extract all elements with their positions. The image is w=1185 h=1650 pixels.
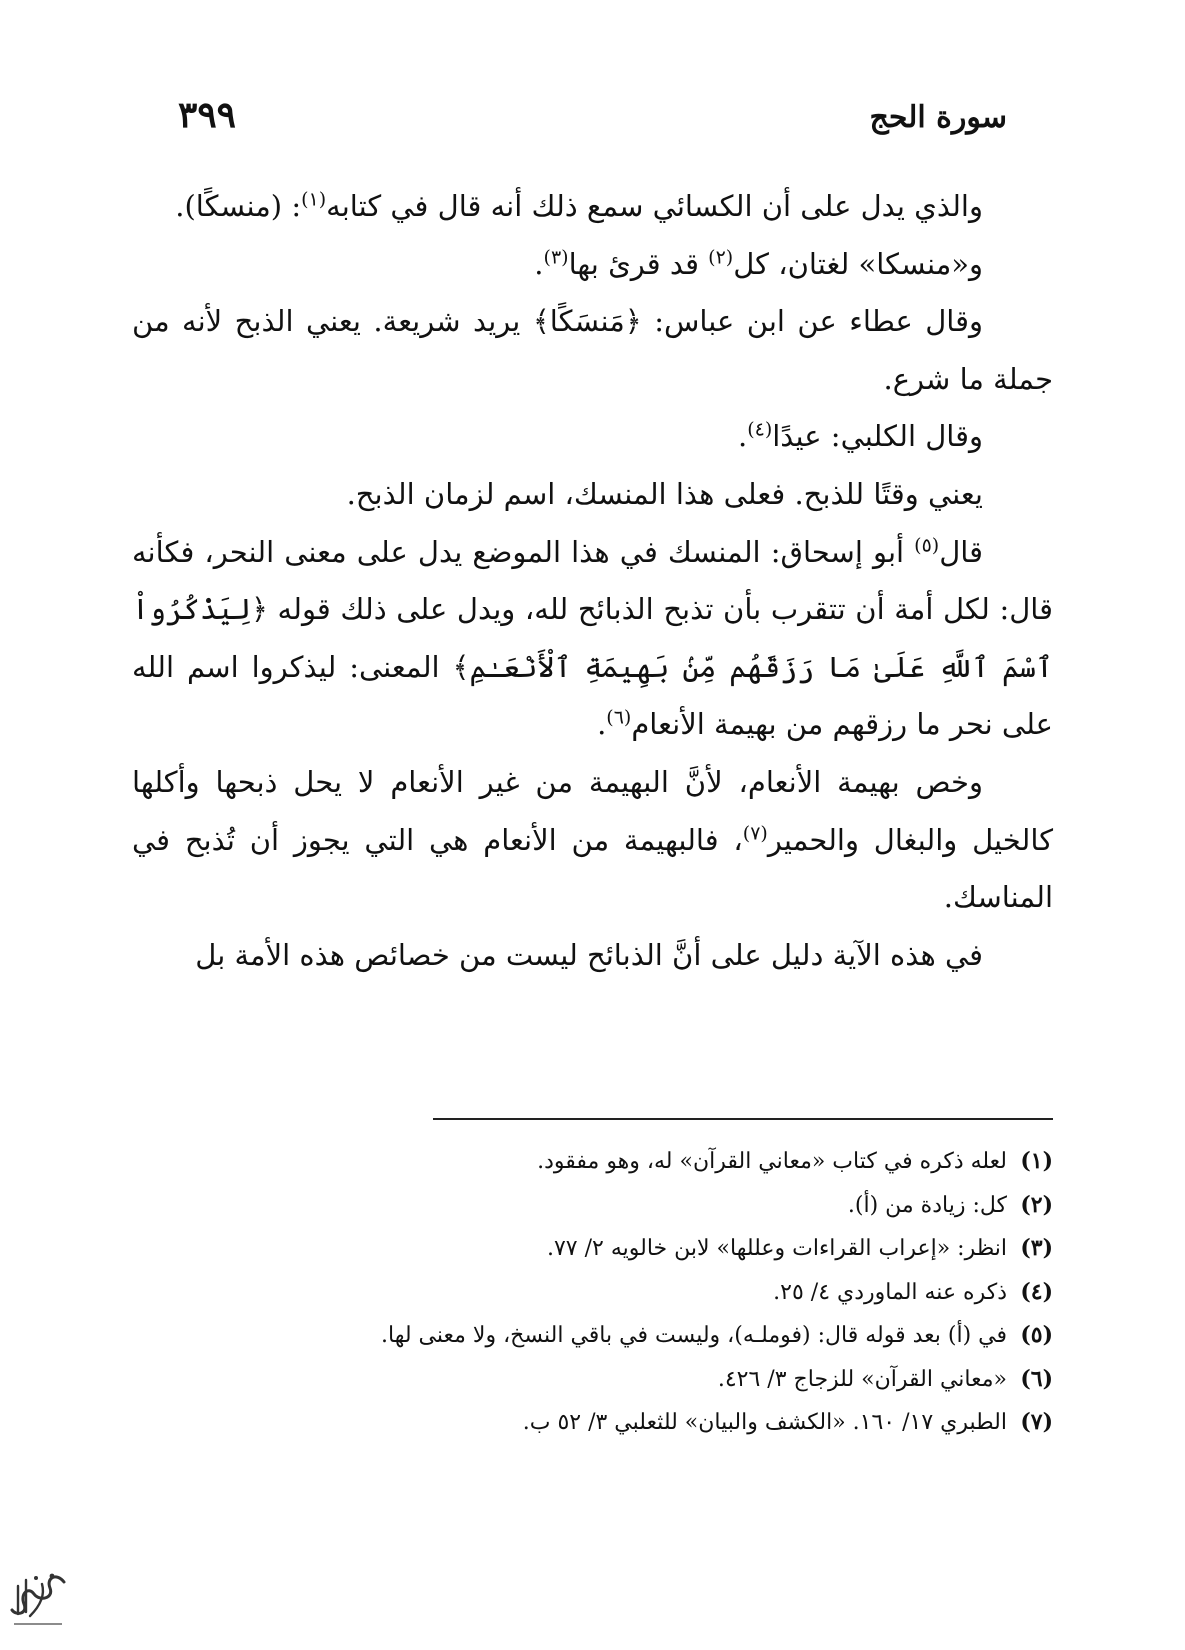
footnote-number: (٣) [1020,1235,1053,1261]
footnote-separator [433,1118,1053,1120]
footnote [132,1271,1053,1315]
paragraph [132,236,1053,294]
footnote-text: «معاني القرآن» للزجاج ٣/ ٤٢٦. [717,1366,1007,1392]
text-run: وقال عطاء عن ابن عباس: [641,304,984,339]
footnote-number: (٢) [1020,1191,1053,1218]
text-run: ، فالبهيمة من الأنعام هي التي يجوز أن تُذبح في المناسك. [132,822,1053,915]
page-number: ٣٩٩ [178,94,237,136]
quran-quote: ﴿لِيَذْكُرُواْ ٱسْمَ ٱللَّهِ عَلَىٰ مَا رَزَقَهُم مِّنۢ بَهِيمَةِ ٱلْأَنْعَـٰمِ﴾ [132,592,1054,684]
footnote-reference: (١) [301,188,327,211]
paragraph [132,754,1053,927]
footnote-number: (٤) [1020,1278,1053,1305]
text-run: و«منسكا» لغتان، كل [733,246,983,281]
text-run: في هذه الآية دليل على أنَّ الذبائح ليست من خصائص هذه الأمة بل [195,937,983,972]
text-run: يريد شريعة. يعني الذبح لأنه من جملة ما شرع. [132,304,1053,396]
text-run: . [534,246,544,281]
paragraph [132,178,1053,236]
paragraph [132,293,1053,408]
footnote-text: الطبري ١٧/ ١٦٠. «الكشف والبيان» للثعلبي ٣/ ٥٢ ب. [522,1410,1007,1435]
footnote-number: (٧) [1020,1409,1053,1435]
main-text [132,178,1053,984]
text-run: قد قرئ بها [568,246,709,281]
footnote-reference: (٧) [742,821,768,844]
footnote [132,1401,1053,1445]
footnote-reference: (٢) [708,245,734,268]
footnote-text: كل: زيادة من (أ). [847,1192,1007,1218]
paragraph [132,927,1053,985]
paragraph [132,466,1053,524]
footnote-text: انظر: «إعراب القراءات وعللها» لابن خالويه ٢/ ٧٧. [546,1236,1007,1261]
text-run: وقال الكلبي: عيدًا [772,419,983,454]
footnote-reference: (٥) [914,533,940,556]
footnote-number: (١) [1020,1148,1053,1174]
footnote-text: في (أ) بعد قوله قال: (فوملـه)، وليست في باقي النسخ، ولا معنى لها. [381,1323,1007,1348]
footnote-text: ذكره عنه الماوردي ٤/ ٢٥. [773,1279,1007,1305]
footnote [132,1140,1053,1184]
text-run: والذي يدل على أن الكسائي سمع ذلك أنه قال في كتابه [326,189,983,223]
footnote-number: (٦) [1020,1365,1053,1392]
footnote [132,1184,1053,1228]
text-run: قال [939,534,983,569]
footnote-text: لعله ذكره في كتاب «معاني القرآن» له، وهو مفقود. [537,1149,1007,1174]
footnote-reference: (٤) [747,418,773,441]
footnote [132,1227,1053,1271]
footnote-reference: (٣) [543,245,569,268]
text-run: : (منسكًا). [175,189,302,223]
text-run: . [597,707,607,742]
quran-quote: ﴿مَنسَكًا﴾ [532,304,642,339]
footnotes [132,1140,1053,1445]
footnote-reference: (٦) [606,706,632,729]
text-run: أبو إسحاق: المنسك في هذا الموضع يدل على معنى النحر، فكأنه قال: لكل أمة أن تتقرب بأن تذبح الذبائح لله، ويدل على ذلك قوله [132,534,1053,627]
text-run: يعني وقتًا للذبح. فعلى هذا المنسك، اسم لزمان الذبح. [346,476,983,511]
footnote [132,1314,1053,1358]
paragraph [132,524,1053,754]
calligraphic-logo-icon [6,1564,70,1634]
footnote-number: (٥) [1020,1322,1053,1348]
text-run: وخص بهيمة الأنعام، لأنَّ البهيمة من غير الأنعام لا يحل ذبحها وأكلها كالخيل والبغال والحمير [132,764,1053,857]
paragraph [132,408,1053,466]
footnote [132,1358,1053,1402]
text-run: المعنى: ليذكروا اسم الله على نحر ما رزقهم من بهيمة الأنعام [132,649,1053,742]
running-title: سورة الحج [869,100,1007,135]
page-header [178,88,1007,148]
text-run: . [737,419,748,454]
